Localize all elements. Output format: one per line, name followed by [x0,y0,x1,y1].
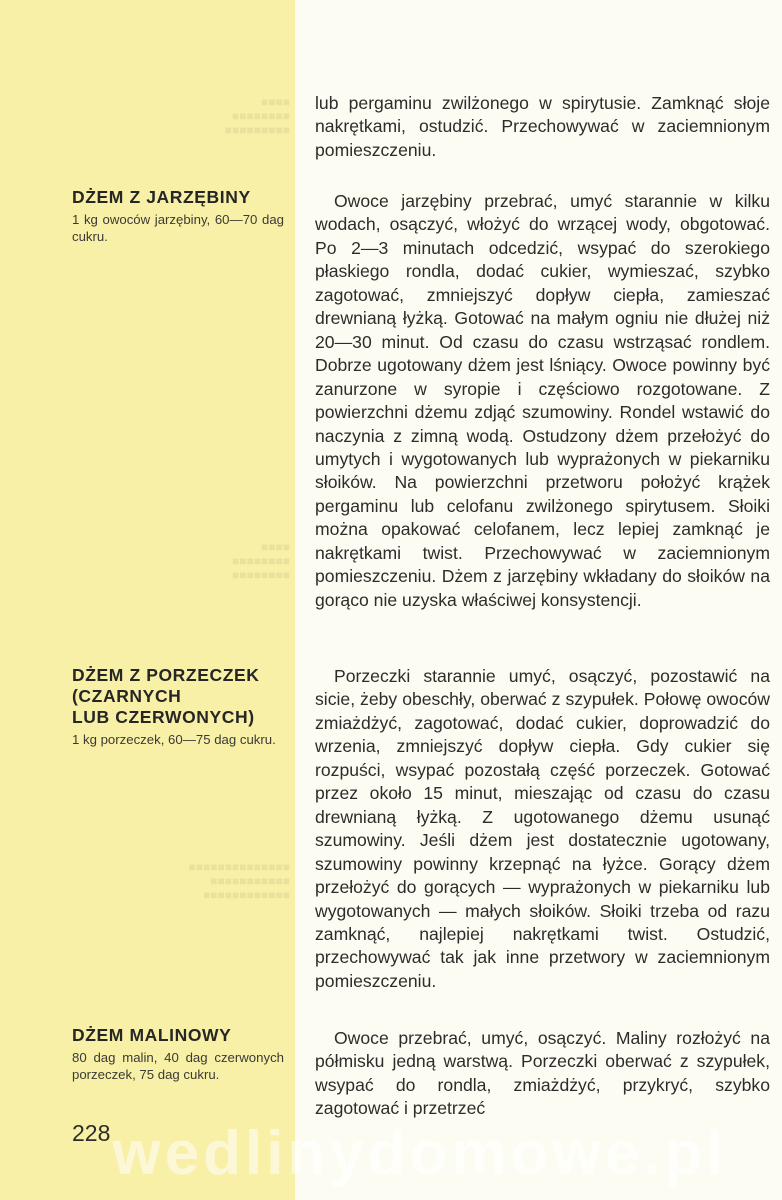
body-paragraph-malinowy [315,1027,770,1121]
recipe-title: DŻEM MALINOWY [72,1025,232,1045]
recipe-title: DŻEM Z JARZĘBINY [72,187,251,207]
body-paragraph-porzeczki [315,665,770,993]
paragraph-text: Porzeczki starannie umyć, osączyć, pozostawić na sicie, żeby obeschły, oberwać z szypułek. Połowę owoców zmiażdżyć, zagotować, dodać cukier, doprowadzić do wrzenia, zmniejszyć dopływ ciepła. Gdy cukier się rozpuści, wsypać pozostałą część porzeczek. Gotować przez około 15 minut, mieszając od czasu do czasu drewnianą łyżką. Z ugotowanego dżemu usunąć szumowiny. Jeśli dżem jest dostatecznie ugotowany, szumowiny powinny krzepnąć na łyżce. Gorący dżem przełożyć do gorących — wyprażonych w piekarniku lub wygotowanych — małych słoików. Słoiki trzeba od razu zamknąć, najlepiej nakrętkami twist. Ostudzić, przechowywać tak jak inne przetwory w zaciemnionym pomieszczeniu. [315,666,770,991]
recipe-sidebar-porzeczki [72,665,284,749]
recipe-sidebar-malinowy [72,1025,284,1083]
paragraph-text: Owoce jarzębiny przebrać, umyć starannie w kilku wodach, osączyć, włożyć do wrzącej wody, obgotować. Po 2—3 minutach odcedzić, wsypać do szerokiego płaskiego rondla, dodać cukier, wymieszać, szybko zagotować, zmniejszyć dopływ ciepła, zamieszać drewnianą łyżką. Gotować na małym ogniu nie dłużej niż 20—30 minut. Od czasu do czasu wstrząsać rondlem. Dobrze ugotowany dżem jest lśniący. Owoce powinny być zanurzone w syropie i częściowo rozgotowane. Z powierzchni dżemu zdjąć szumowiny. Rondel wstawić do naczynia z zimną wodą. Ostudzony dżem przełożyć do umytych i wygotowanych lub wyprażonych w piekarniku słoików. Na powierzchni przetworu położyć krążek pergaminu lub celofanu zwilżonego spirytusem. Słoiki można opakować celofanem, lecz lepiej zamknąć je nakrętkami twist. Przechowywać w zaciemnionym pomieszczeniu. Dżem z jarzębiny wkładany do słoików na gorąco nie uzyska właściwej konsystencji. [315,191,770,610]
page-number: 228 [72,1120,111,1146]
recipe-title: DŻEM Z PORZECZEK (CZARNYCH LUB CZERWONYCH) [72,665,260,727]
recipe-ingredients: 1 kg owoców jarzębiny, 60—70 dag cukru. [72,212,284,244]
sidebar-margin [0,0,295,1200]
body-paragraph-jarzebina [315,190,770,612]
watermark: wedlinydomowe.pl [112,1119,728,1188]
paragraph-text: lub pergaminu zwilżonego w spirytusie. Zamknąć słoje nakrętkami, ostudzić. Przechowywać w zaciemnionym pomieszczeniu. [315,93,770,160]
recipe-sidebar-jarzebina [72,187,284,245]
recipe-ingredients: 80 dag malin, 40 dag czerwonych porzeczek, 75 dag cukru. [72,1050,284,1082]
body-paragraph-continuation [315,92,770,162]
recipe-ingredients: 1 kg porzeczek, 60—75 dag cukru. [72,732,276,747]
paragraph-text: Owoce przebrać, umyć, osączyć. Maliny rozłożyć na półmisku jedną warstwą. Porzeczki oberwać z szypułek, wsypać do rondla, zmiażdżyć, przykryć, szybko zagotować i przetrzeć [315,1028,770,1119]
